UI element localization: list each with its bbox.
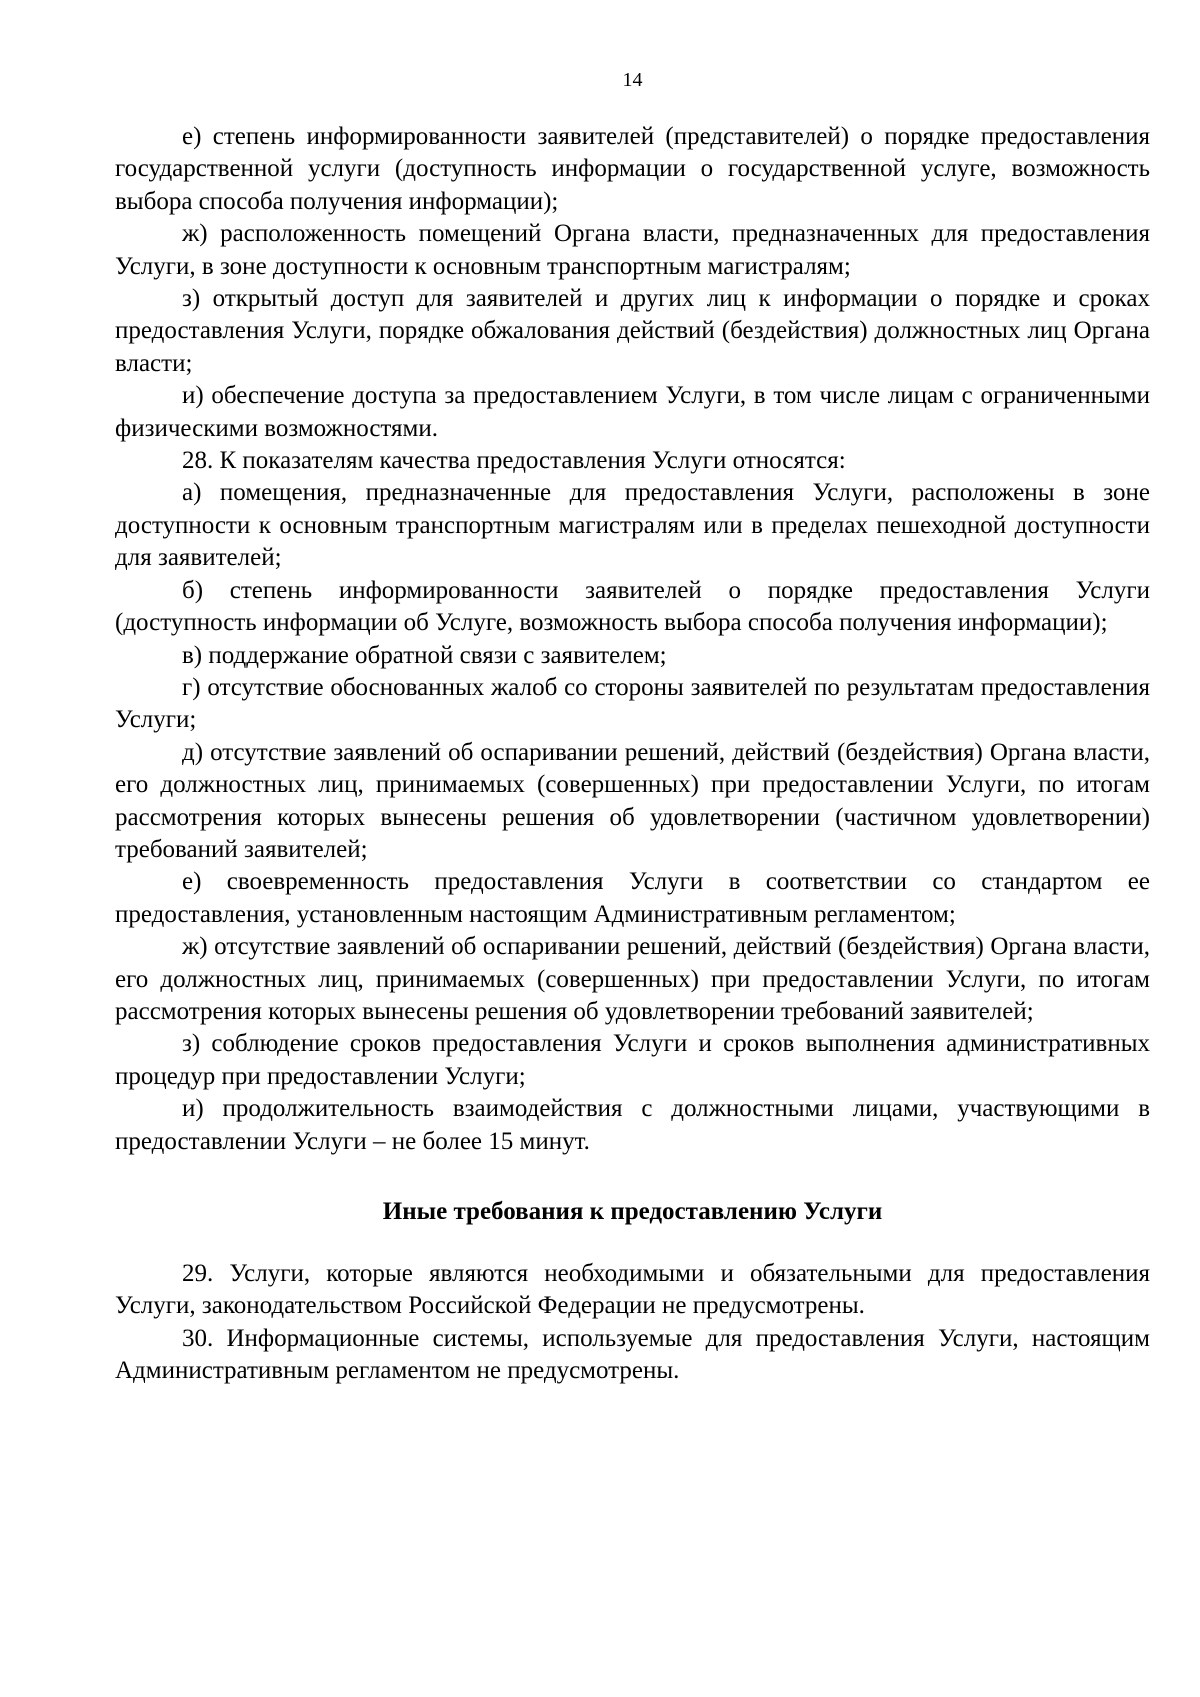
paragraph-e-timeliness: е) своевременность предоставления Услуги в соответствии со стандартом ее предоставления, установленным настоящим Административным регламентом; <box>115 868 1157 928</box>
paragraph-e-informedness: е) степень информированности заявителей (представителей) о порядке предоставления государственной услуги (доступность информации о государственной услуге, возможность выбора способа получения информации); <box>115 123 1157 215</box>
paragraph-29-services: 29. Услуги, которые являются необходимыми и обязательными для предоставления Услуги, законодательством Российской Федерации не предусмотрены. <box>115 1260 1157 1320</box>
paragraph-g-complaints: г) отсутствие обоснованных жалоб со стороны заявителей по результатам предоставления Услуги; <box>115 673 1157 734</box>
paragraph-i-duration: и) продолжительность взаимодействия с должностными лицами, участвующими в предоставлении Услуги – не более 15 минут. <box>115 1095 1157 1155</box>
paragraph-zh-location: ж) расположенность помещений Органа власти, предназначенных для предоставления Услуги, в зоне доступности к основным транспортным магистралям; <box>115 220 1157 280</box>
paragraph-v-feedback: в) поддержание обратной связи с заявителем; <box>182 641 667 669</box>
paragraph-z-deadlines: з) соблюдение сроков предоставления Услуги и сроков выполнения административных процедур при предоставлении Услуги; <box>115 1030 1157 1090</box>
paragraph-z-open-access: з) открытый доступ для заявителей и других лиц к информации о порядке и сроках предоставления Услуги, порядке обжалования действий (бездействия) должностных лиц Органа власти; <box>115 285 1157 377</box>
section-heading: Иные требования к предоставлению Услуги <box>382 1198 883 1225</box>
paragraph-d-appeals: д) отсутствие заявлений об оспаривании решений, действий (бездействия) Органа власти, его должностных лиц, принимаемых (совершенных) при предоставлении Услуги, по итогам рассмотрения которых вынесены решения об удовлетворении (частичном удовлетворении) требований заявителей; <box>115 738 1157 863</box>
paragraph-b-informedness: б) степень информированности заявителей о порядке предоставления Услуги (доступность информации об Услуге, возможность выбора способа получения информации); <box>115 576 1157 637</box>
page-number: 14 <box>622 69 643 91</box>
document-body <box>115 121 1157 1388</box>
paragraph-30-information-systems: 30. Информационные системы, используемые для предоставления Услуги, настоящим Административным регламентом не предусмотрены. <box>115 1324 1157 1385</box>
paragraph-zh-appeals-satisfied: ж) отсутствие заявлений об оспаривании решений, действий (бездействия) Органа власти, его должностных лиц, принимаемых (совершенных) при предоставлении Услуги, по итогам рассмотрения которых вынесены решения об удовлетворении требований заявителей; <box>115 933 1157 1025</box>
paragraph-28-quality-indicators: 28. К показателям качества предоставления Услуги относятся: <box>182 447 846 475</box>
paragraph-i-access-provision: и) обеспечение доступа за предоставлением Услуги, в том числе лицам с ограниченными физическими возможностями. <box>115 382 1157 442</box>
paragraph-a-premises: а) помещения, предназначенные для предоставления Услуги, расположены в зоне доступности к основным транспортным магистралям или в пределах пешеходной доступности для заявителей; <box>115 479 1157 572</box>
